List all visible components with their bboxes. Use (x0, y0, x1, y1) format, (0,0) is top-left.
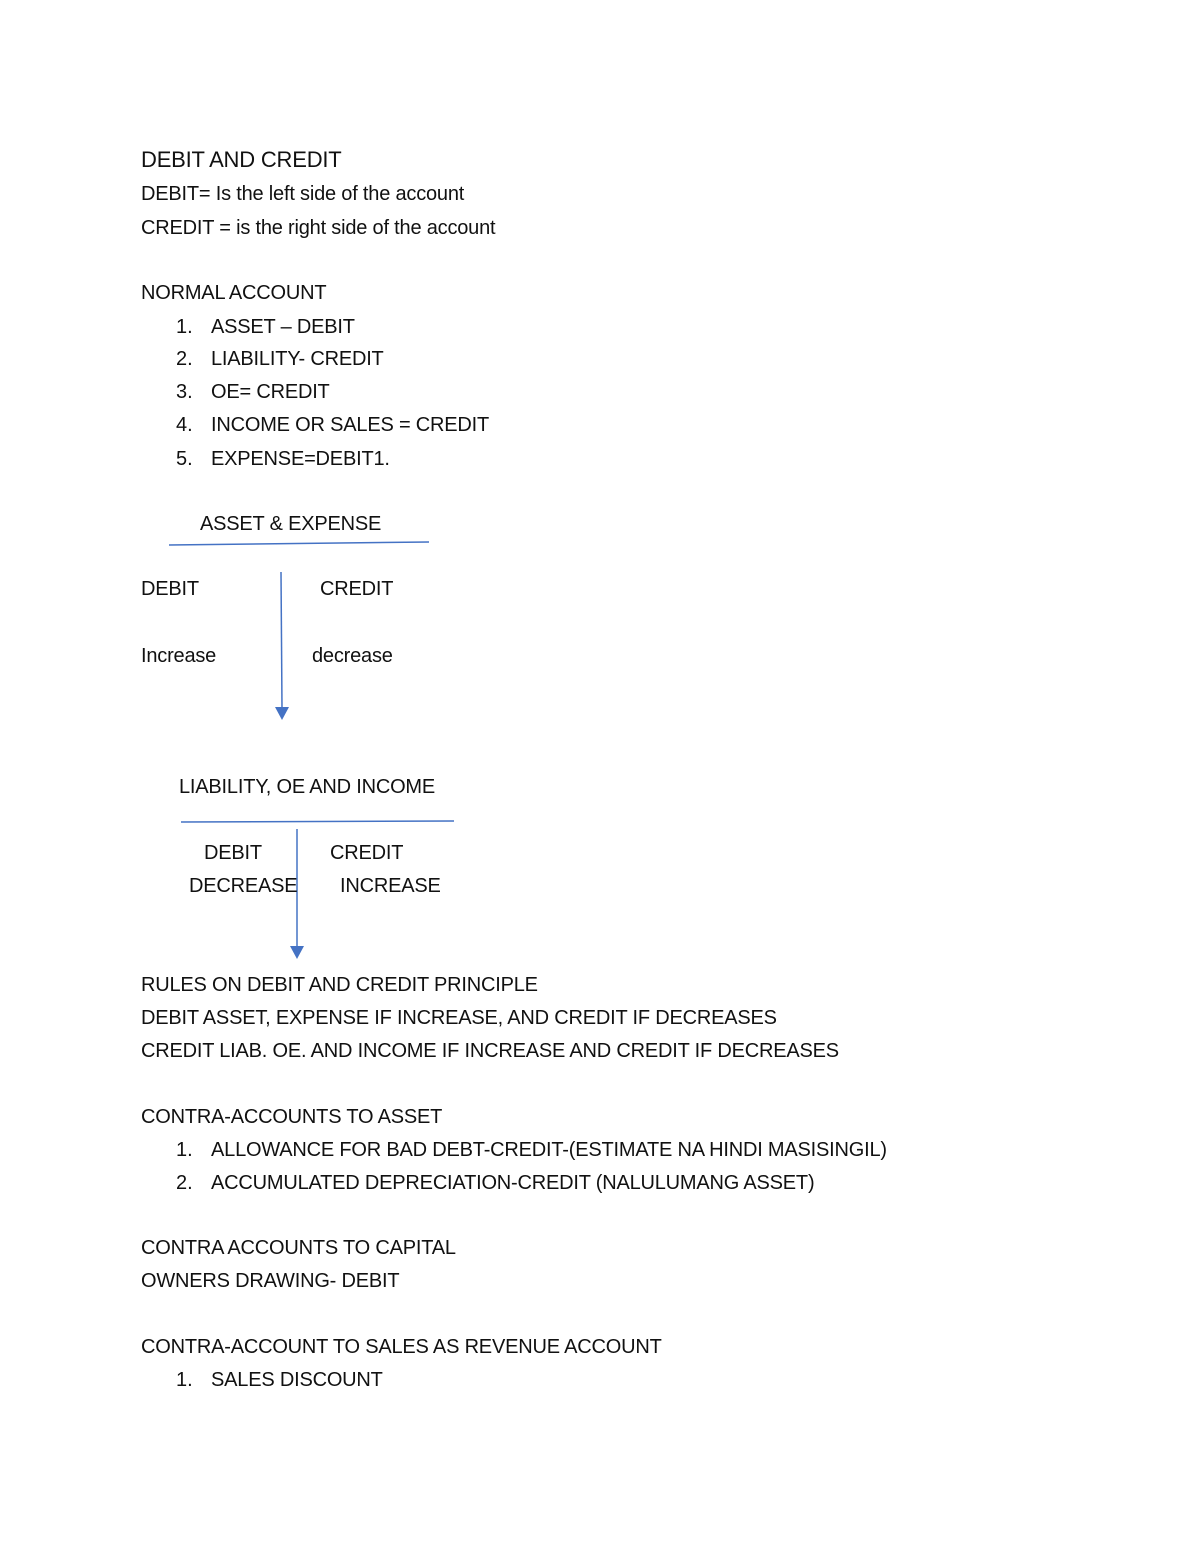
t-account-2-left-value: DECREASE (189, 875, 298, 897)
t-account-1-title: ASSET & EXPENSE (200, 513, 382, 535)
normal-account-heading: NORMAL ACCOUNT (141, 282, 327, 304)
list-item-number: 2. (176, 348, 193, 370)
t-account-2-right-header: CREDIT (330, 842, 404, 864)
list-item: ASSET – DEBIT (211, 316, 355, 338)
t-account-2-left-header: DEBIT (204, 842, 262, 864)
contra-asset-heading: CONTRA-ACCOUNTS TO ASSET (141, 1106, 443, 1128)
list-item-number: 1. (176, 1369, 193, 1391)
list-item: OE= CREDIT (211, 381, 330, 403)
list-item-number: 4. (176, 414, 193, 436)
rules-heading: RULES ON DEBIT AND CREDIT PRINCIPLE (141, 974, 538, 996)
t-account-2-title: LIABILITY, OE AND INCOME (179, 776, 436, 798)
list-item: ALLOWANCE FOR BAD DEBT-CREDIT-(ESTIMATE NA HINDI MASISINGIL) (211, 1139, 887, 1161)
debit-definition: DEBIT= Is the left side of the account (141, 183, 465, 205)
t-account-1-top-line (169, 542, 429, 545)
credit-definition: CREDIT = is the right side of the account (141, 217, 496, 239)
t-account-1-right-header: CREDIT (320, 578, 394, 600)
list-item: EXPENSE=DEBIT1. (211, 448, 390, 470)
t-account-1-right-value: decrease (312, 645, 393, 667)
list-item: LIABILITY- CREDIT (211, 348, 384, 370)
t-account-2-top-line (181, 821, 454, 822)
contra-sales-heading: CONTRA-ACCOUNT TO SALES AS REVENUE ACCOUNT (141, 1336, 662, 1358)
page-title: DEBIT AND CREDIT (141, 147, 342, 172)
list-item: SALES DISCOUNT (211, 1369, 383, 1391)
t-account-1-left-header: DEBIT (141, 578, 199, 600)
t-account-2-right-value: INCREASE (340, 875, 441, 897)
list-item-number: 2. (176, 1172, 193, 1194)
contra-capital-heading: CONTRA ACCOUNTS TO CAPITAL (141, 1237, 456, 1259)
arrow-down-icon (290, 946, 304, 959)
list-item-number: 1. (176, 1139, 193, 1161)
list-item-number: 5. (176, 448, 193, 470)
list-item-number: 3. (176, 381, 193, 403)
arrow-down-icon (275, 707, 289, 720)
list-item: INCOME OR SALES = CREDIT (211, 414, 490, 436)
list-item-number: 1. (176, 316, 193, 338)
t-account-1-left-value: Increase (141, 645, 217, 667)
t-account-1-divider (281, 572, 282, 708)
list-item: ACCUMULATED DEPRECIATION-CREDIT (NALULUMANG ASSET) (211, 1172, 815, 1194)
rules-line-2: CREDIT LIAB. OE. AND INCOME IF INCREASE AND CREDIT IF DECREASES (141, 1040, 839, 1062)
contra-capital-line: OWNERS DRAWING- DEBIT (141, 1270, 400, 1292)
rules-line-1: DEBIT ASSET, EXPENSE IF INCREASE, AND CREDIT IF DECREASES (141, 1007, 777, 1029)
